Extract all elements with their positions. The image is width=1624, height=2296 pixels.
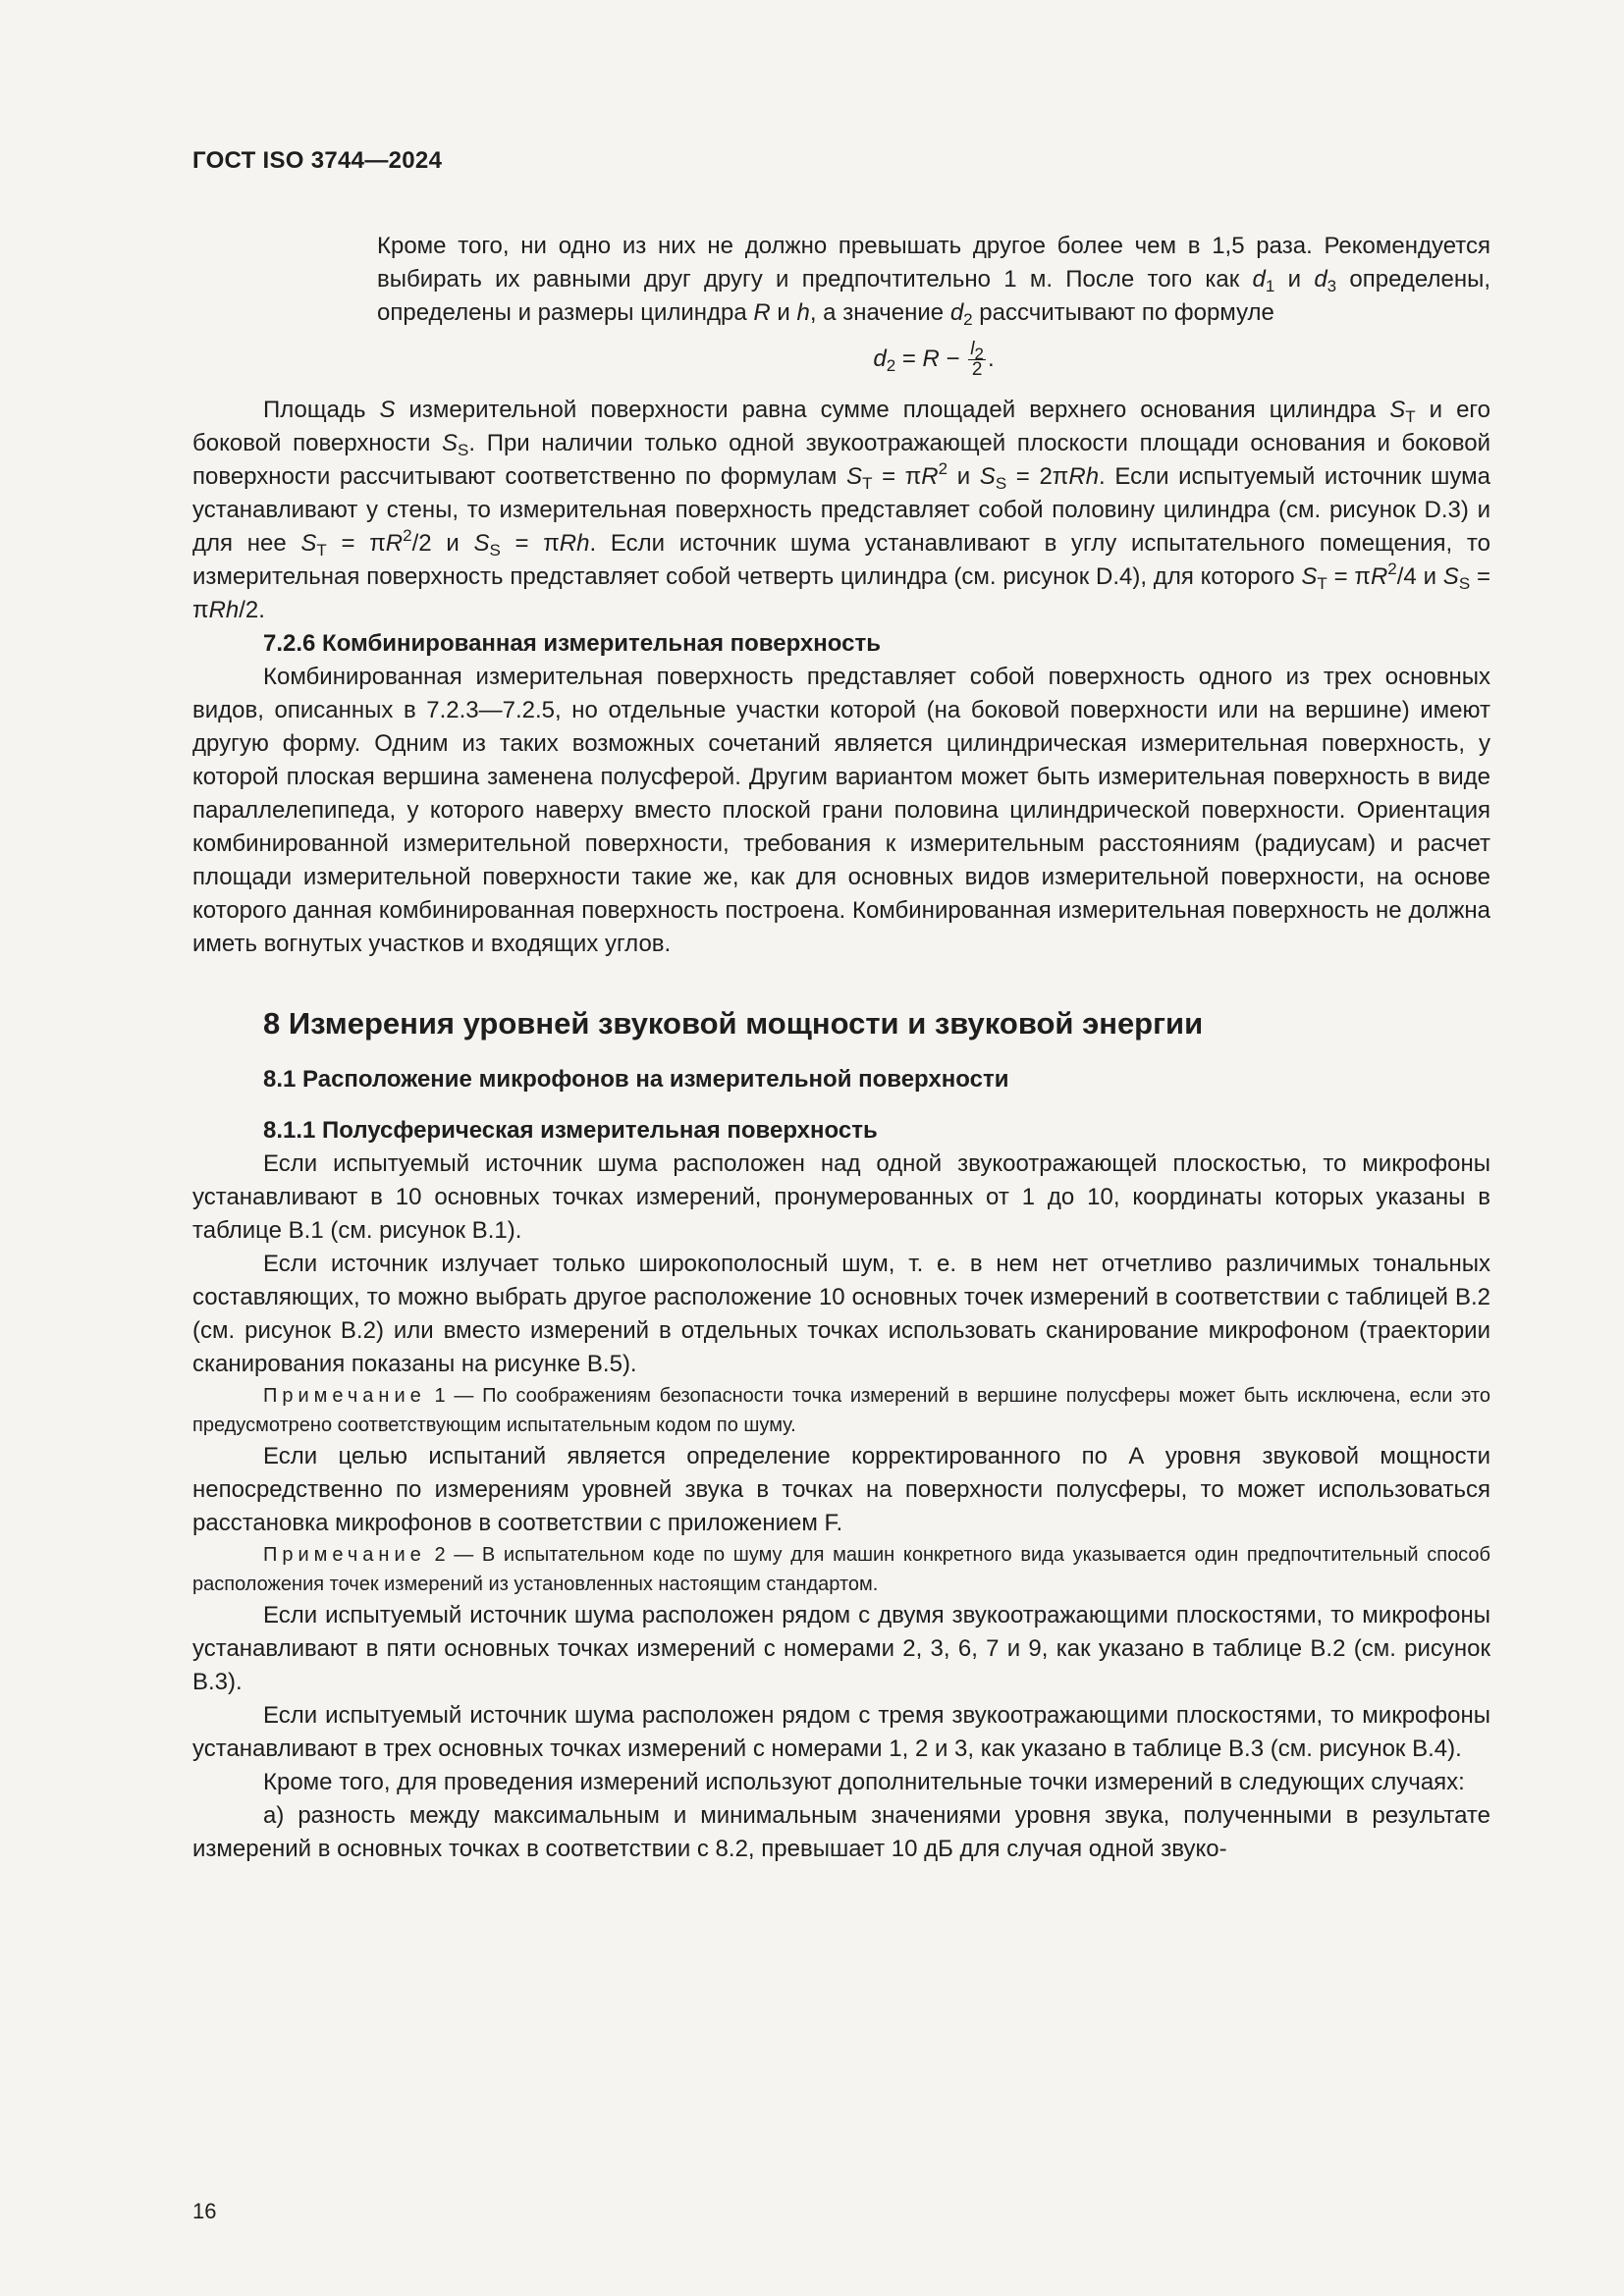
note-2: Примечание 2 — В испытательном коде по шуму для машин конкретного вида указывается один предпочтительный способ расположения точек измерений из установленных настоящим стандартом. xyxy=(192,1544,1490,1595)
page-number: 16 xyxy=(192,2199,217,2223)
list-item-a: а) разность между максимальным и минимальным значениями уровня звука, полученными в результате измерений в основных точках в соответствии с 8.2, превышает 10 дБ для случая одной звуко- xyxy=(192,1802,1490,1862)
area-paragraph: Площадь S измерительной поверхности равна сумме площадей верхнего основания цилиндра $S_T$ и его боковой поверхности $S_S$. При наличии только одной звукоотражающей плоскости площади основания и боковой поверхности рассчитывают соответственно по формулам $S_T = \pi R^2$ и $S_S = 2\pi Rh$. Если испытуемый источник шума устанавливают у стены, то измерительная поверхность представляет собой половину цилиндра (см. рисунок D.3) и для нее $S_T = \pi R^2/2$ и $S_S = \pi Rh$. Если источник шума устанавливают в углу испытательного помещения, то измерительная поверхность представляет собой четверть цилиндра (см. рисунок D.4), для которого $S_T = \pi R^2/4$ и $S_S = \pi Rh/2$. xyxy=(192,397,1490,623)
intro-paragraph: Кроме того, ни одно из них не должно превышать другое более чем в 1,5 раза. Рекомендуется выбирать их равными друг другу и предпочтительно 1 м. После того как $d_1$ и $d_3$ определены, определены и размеры цилиндра R и h, а значение $d_2$ рассчитывают по формуле xyxy=(377,233,1490,329)
paragraph-8-1-1-f: Кроме того, для проведения измерений используют дополнительные точки измерений в следующих случаях: xyxy=(263,1769,1465,1795)
paragraph-8-1-1-a: Если испытуемый источник шума расположен над одной звукоотражающей плоскостью, то микрофоны устанавливают в 10 основных точках измерений, пронумерованных от 1 до 10, координаты которых указаны в таблице В.1 (см. рисунок В.1). xyxy=(192,1150,1490,1244)
paragraph-8-1-1-c: Если целью испытаний является определение корректированного по А уровня звуковой мощности непосредственно по измерениям уровней звука в точках на поверхности полусферы, то может использоваться расстановка микрофонов в соответствии с приложением F. xyxy=(192,1443,1490,1536)
heading-7-2-6: 7.2.6 Комбинированная измерительная поверхность xyxy=(263,630,881,657)
paragraph-8-1-1-e: Если испытуемый источник шума расположен рядом с тремя звукоотражающими плоскостями, то микрофоны устанавливают в трех основных точках измерений с номерами 1, 2 и 3, как указано в таблице В.3 (см. рисунок В.4). xyxy=(192,1702,1490,1762)
heading-8-1-1: 8.1.1 Полусферическая измерительная поверхность xyxy=(263,1117,878,1144)
paragraph-7-2-6: Комбинированная измерительная поверхность представляет собой поверхность одного из трех основных видов, описанных в 7.2.3—7.2.5, но отдельные участки которой (на боковой поверхности или на вершине) имеют другую форму. Одним из таких возможных сочетаний является цилиндрическая измерительная поверхность, у которой плоская вершина заменена полусферой. Другим вариантом может быть измерительная поверхность в виде параллелепипеда, у которого наверху вместо плоской грани половина цилиндрической поверхности. Ориентация комбинированной измерительной поверхности, требования к измерительным расстояниям (радиусам) и расчет площади измерительной поверхности такие же, как для основных видов измерительной поверхности, на основе которого данная комбинированная поверхность построена. Комбинированная измерительная поверхность не должна иметь вогнутых участков и входящих углов. xyxy=(192,664,1490,957)
paragraph-8-1-1-d: Если испытуемый источник шума расположен рядом с двумя звукоотражающими плоскостями, то микрофоны устанавливают в пяти основных точках измерений с номерами 2, 3, 6, 7 и 9, как указано в таблице В.2 (см. рисунок В.3). xyxy=(192,1602,1490,1695)
paragraph-8-1-1-b: Если источник излучает только широкополосный шум, т. е. в нем нет отчетливо различимых тональных составляющих, то можно выбрать другое расположение 10 основных точек измерений в соответствии с таблицей В.2 (см. рисунок В.2) или вместо измерений в отдельных точках использовать сканирование микрофоном (траектории сканирования показаны на рисунке В.5). xyxy=(192,1251,1490,1377)
document-header: ГОСТ ISO 3744—2024 xyxy=(192,147,443,174)
heading-8-1: 8.1 Расположение микрофонов на измерительной поверхности xyxy=(263,1066,1009,1093)
formula-d2: $d_2 = R$ − $\frac{l2}{2}$ . xyxy=(873,339,995,380)
note-1: Примечание 1 — По соображениям безопасности точка измерений в вершине полусферы может быть исключена, если это предусмотрено соответствующим испытательным кодом по шуму. xyxy=(192,1385,1490,1436)
formula-fraction: $\frac{l2}{2}$ xyxy=(970,339,984,380)
heading-section-8: 8 Измерения уровней звуковой мощности и звуковой энергии xyxy=(263,1006,1204,1041)
document-body xyxy=(192,230,1490,1866)
